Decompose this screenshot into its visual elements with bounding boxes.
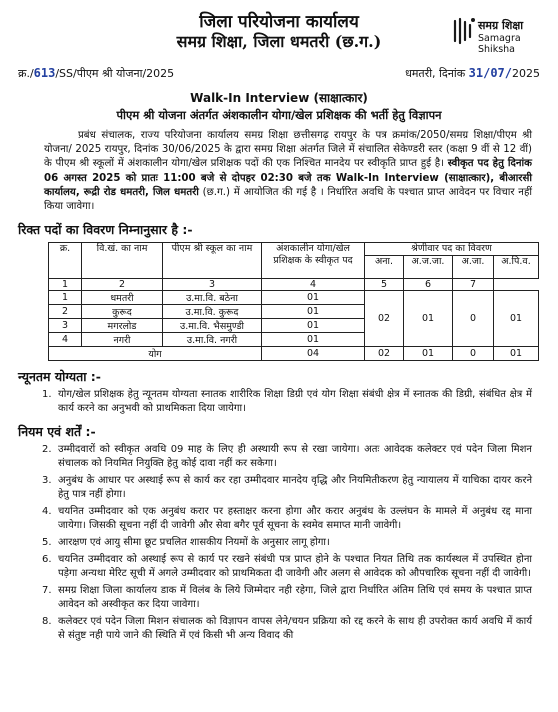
- column-number-row: 1 2 3 4 5 6 7: [49, 279, 539, 291]
- notice-subtitle: पीएम श्री योजना अंतर्गत अंशकालीन योगा/खेल प्रशिक्षक की भर्ती हेतु विज्ञापन: [116, 108, 442, 122]
- merged-ana: 02: [365, 291, 404, 347]
- merged-apiv: 01: [494, 291, 539, 347]
- list-item: 5. आरक्षण एवं आयु सीमा छूट प्रचलित शासकीय नियमों के अनुसार लागू होगा।: [42, 537, 330, 549]
- handwritten-date: 31/07/: [468, 66, 512, 80]
- table-row: 2 कुरूद उ.मा.वि. कुरूद 01: [49, 305, 539, 319]
- reference-date: धमतरी, दिनांक 31/07/2025: [405, 66, 540, 80]
- qualification-heading: न्यूनतम योग्यता :-: [18, 369, 101, 385]
- office-name: जिला परियोजना कार्यालय: [199, 12, 359, 32]
- rules-heading: नियम एवं शर्तें :-: [18, 424, 96, 440]
- col-ana: अना.: [365, 256, 404, 279]
- samagra-logo-icon: [452, 16, 476, 46]
- logo-text-english: Samagra Shiksha: [478, 33, 521, 55]
- col-school: पीएम श्री स्कूल का नाम: [163, 243, 262, 279]
- vacancy-table: [48, 242, 539, 361]
- reference-row: [18, 66, 540, 81]
- reference-number: क्र./613/SS/पीएम श्री योजना/2025: [18, 66, 175, 80]
- office-district: समग्र शिक्षा, जिला धमतरी (छ.ग.): [176, 32, 382, 51]
- col-posts: अंशकालीन योगा/खेल प्रशिक्षक के स्वीकृत पद: [262, 243, 365, 279]
- col-category: श्रेणीवार पद का विवरण: [365, 243, 539, 256]
- col-aja: अ.जा.: [453, 256, 494, 279]
- merged-ajja: 01: [404, 291, 453, 347]
- list-item: 3. अनुबंध के आधार पर अस्थाई रूप से कार्य कर रहा उम्मीदवार मानदेय वृद्धि और नियमितीकरण हेतु न्यायालय में याचिका दायर करने हेतु पात्र नहीं होगा।: [42, 475, 532, 501]
- list-item: 8. कलेक्टर एवं पदेन जिला मिशन संचालक को विज्ञापन वापस लेने/चयन प्रक्रिया को रद्द करने के साथ ही उपरोक्त कार्य अवधि में कार्य से संतुष्ट नही पाये जाने की स्थिति में एवं किसी भी अन्य विवाद की: [42, 616, 532, 642]
- samagra-shiksha-logo: [452, 14, 544, 55]
- notice-title: Walk-In Interview (साक्षात्कार): [190, 91, 368, 105]
- table-row: 3 मगरलोड उ.मा.वि. भैसमुण्डी 01: [49, 319, 539, 333]
- list-item: 4. चयनित उम्मीदवार को एक अनुबंध करार पर हस्ताक्षर करना होगा और करार अनुबंध के उल्लंघन के मामले में अनुबंध रद्द माना जायेगा। जिसकी सूचना नहीं दी जावेगी और सेवा बगैर पूर्व सूचना के स्वमेव समाप्त मानी जावेगी।: [42, 506, 532, 532]
- col-block: वि.खं. का नाम: [82, 243, 163, 279]
- list-item: 1. योग/खेल प्रशिक्षक हेतु न्यूनतम योग्यता स्नातक शारीरिक शिक्षा डिग्री एवं योग शिक्षा संबंधी क्षेत्र में स्नातक की डिग्री, संबंधित क्षेत्र में कार्य करने का अनुभवी को प्राथमिकता दिया जायेगा।: [42, 389, 532, 415]
- list-item: 6. चयनित उम्मीदवार को अस्थाई रूप से कार्य पर रखने संबंधी पत्र प्राप्त होने के पश्चात नियत तिथि तक कार्यस्थल में उपस्थित होना पड़ेगा अन्यथा मेरिट सूची में अगले उम्मीदवार को प्राथमिकता दी जावेगी और अलग से आवेदक को औपचारिक सूचना नहीं दी जावेगी।: [42, 554, 532, 580]
- col-ajja: अ.ज.जा.: [404, 256, 453, 279]
- rules-list: [18, 443, 540, 643]
- interview-schedule: स्वीकृत पद हेतु दिनांक 06 अगस्त 2025 को प्रातः 11:00 बजे से दोपहर 02:30 बजे तक Walk-In Interview (साक्षात्कार), बीआरसी कार्यालय, रूद्री रोड धमतरी, जिल धमतरी: [44, 158, 532, 198]
- table-row: 1 धमतरी उ.मा.वि. बठेना 01 02 01 0 01: [49, 291, 539, 305]
- merged-aja: 0: [453, 291, 494, 347]
- col-sno: क्र.: [49, 243, 82, 279]
- col-apiv: अ.पि.व.: [494, 256, 539, 279]
- handwritten-ref-number: 613: [33, 66, 56, 80]
- logo-text-hindi: समग्र शिक्षा: [478, 19, 524, 32]
- vacancy-heading: रिक्त पदों का विवरण निम्नानुसार है :-: [18, 222, 193, 238]
- list-item: 7. समग्र शिक्षा जिला कार्यालय डाक में विलंब के लिये जिम्मेदार नही रहेगा, जिले द्वारा निर्धारित अंतिम तिथि एवं समय के पश्चात प्राप्त आवेदन को अस्वीकृत कर दिया जावेगा।: [42, 585, 532, 611]
- qualification-list: [18, 388, 540, 416]
- intro-paragraph: प्रबंध संचालक, राज्य परियोजना कार्यालय समग्र शिक्षा छत्तीसगढ़ रायपुर के पत्र क्रमांक/2050/समग्र शिक्षा/पीएम श्री योजना/ 2025 रायपुर, दिनांक 30/06/2025 के द्वारा समग्र शिक्षा अंतर्गत जिले में संचालित सेकेण्डरी स्तर (कक्षा 9 वीं से 12 वीं) के पीएम श्री स्कूलों में अंशकालीन योगा/खेल प्रशिक्षक पदों की एक निश्चित मानदेय पर स्वीकृति प्राप्त हुई है। स्वीकृत पद हेतु दिनांक 06 अगस्त 2025 को प्रातः 11:00 बजे से दोपहर 02:30 बजे तक Walk-In Interview (साक्षात्कार), बीआरसी कार्यालय, रूद्री रोड धमतरी, जिल धमतरी (छ.ग.) में आयोजित की गई है । निर्धारित अवधि के पश्चात प्राप्त आवेदन पर विचार नहीं किया जावेगा।: [44, 130, 532, 213]
- total-row: योग 04 02 01 0 01: [49, 347, 539, 361]
- list-item: 2. उम्मीदवारों को स्वीकृत अवधि 09 माह के लिए ही अस्थायी रूप से रखा जायेगा। अतः आवेदक कलेक्टर एवं पदेन जिला मिशन संचालक को नियमित नियुक्ति हेतु कोई दावा नहीं कर सकेगा।: [42, 444, 532, 470]
- table-row: 4 नगरी उ.मा.वि. नगरी 01: [49, 333, 539, 347]
